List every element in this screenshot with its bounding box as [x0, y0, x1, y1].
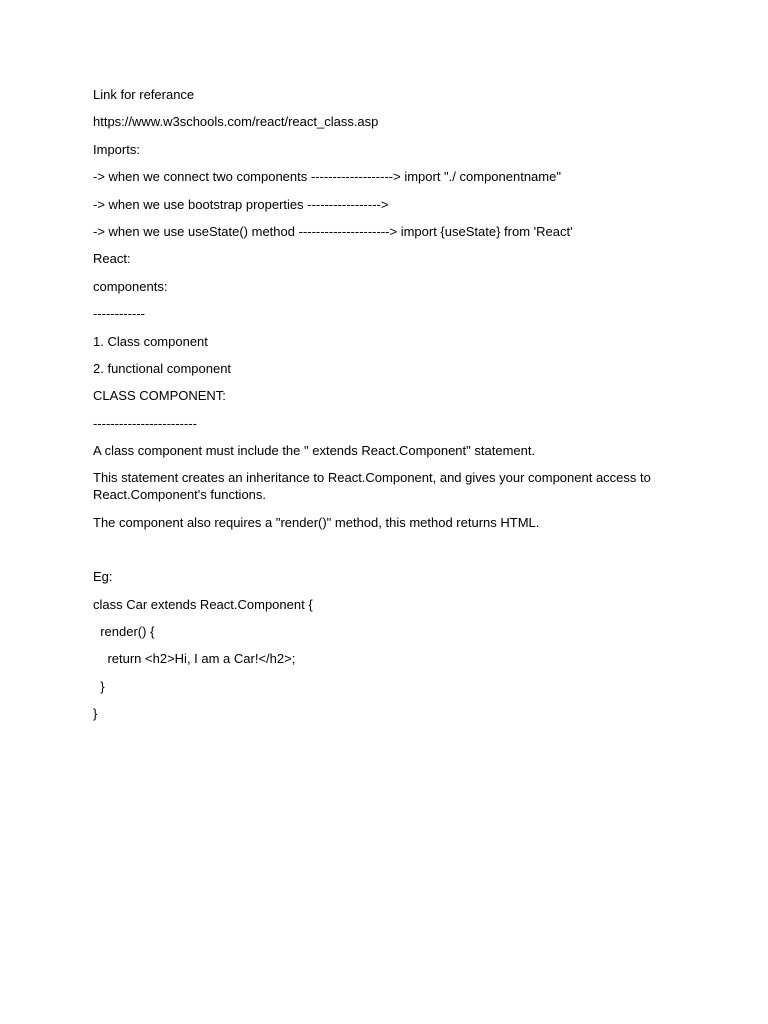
import-note-components: -> when we connect two components -------------------> import "./ componentname" — [93, 169, 561, 185]
components-heading: components: — [93, 278, 168, 294]
import-note-usestate: -> when we use useState() method ---------------------> import {useState} from 'React' — [93, 223, 573, 239]
code-line-close-render: } — [93, 678, 105, 694]
class-component-divider: ------------------------ — [93, 415, 197, 431]
list-item-class-component: 1. Class component — [93, 333, 208, 349]
imports-heading: Imports: — [93, 141, 140, 157]
example-heading: Eg: — [93, 569, 113, 585]
react-heading: React: — [93, 251, 131, 267]
reference-heading: Link for referance — [93, 87, 195, 102]
code-line-return: return <h2>Hi, I am a Car!</h2>; — [93, 651, 296, 667]
components-divider: ------------ — [93, 306, 145, 322]
reference-url: https://www.w3schools.com/react/react_class.asp — [93, 114, 379, 130]
class-component-heading: CLASS COMPONENT: — [93, 388, 226, 404]
code-line-close-class: } — [93, 706, 98, 722]
blank-line — [93, 541, 673, 568]
import-note-bootstrap: -> when we use bootstrap properties -----------------> — [93, 196, 389, 212]
document-body — [93, 86, 673, 733]
class-component-paragraph-3: The component also requires a "render()" method, this method returns HTML. — [93, 514, 540, 530]
list-item-functional-component: 2. functional component — [93, 360, 232, 376]
class-component-paragraph-1: A class component must include the " extends React.Component" statement. — [93, 443, 536, 459]
code-line-class: class Car extends React.Component { — [93, 596, 313, 612]
code-line-render: render() { — [93, 624, 155, 640]
class-component-paragraph-2: This statement creates an inheritance to React.Component, and gives your component access to React.Component's functions. — [93, 470, 651, 503]
